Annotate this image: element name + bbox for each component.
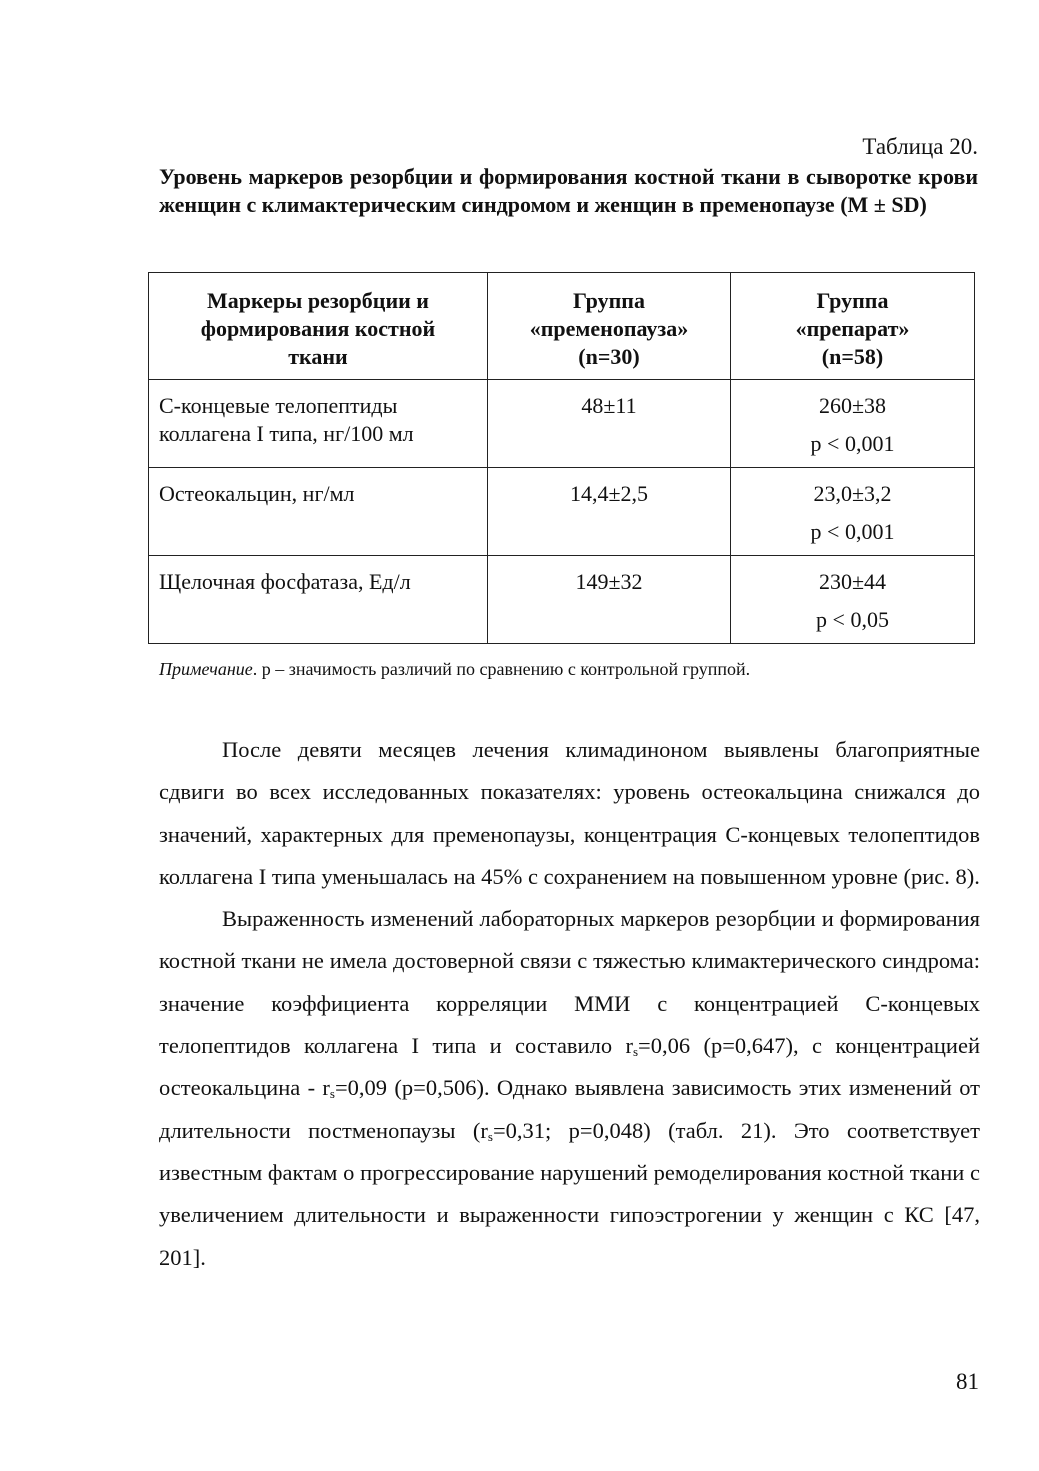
- table-label: Таблица 20.: [862, 134, 978, 159]
- paragraph-2: Выраженность изменений лабораторных маркеров резорбции и формирования костной ткани не имела достоверной связи с тяжестью климактерического синдрома: значение коэффициента корреляции ММИ с концентрацией С-концевых телопептидов коллагена I типа и составило $r_s=0,06$ (p=0,647), с концентрацией остеокальцина - $r_s=0,09$ (p=0,506). Однако выявлена зависимость этих изменений от длительности постменопаузы ($r_s=0,31$; p=0,048) (табл. 21). Это соответствует известным фактам о прогрессирование нарушений ремоделирования костной ткани с увеличением длительности и выраженности гипоэстрогении у женщин с КС [47, 201].: [159, 906, 980, 1270]
- note-label: Примечание: [159, 659, 253, 679]
- marker-cell: С-концевые телопептиды коллагена I типа, нг/100 мл: [149, 380, 488, 468]
- header-drug-group: Группа «препарат» (n=58): [731, 273, 975, 380]
- table-caption: Уровень маркеров резорбции и формирования костной ткани в сыворотке крови женщин с климактерическим синдромом и женщин в пременопаузе (M ± SD): [159, 164, 978, 217]
- drug-value-cell: [731, 556, 975, 644]
- header-premenopause-group: Группа «пременопауза» (n=30): [488, 273, 731, 380]
- note-text: . р – значимость различий по сравнению с контрольной группой.: [252, 659, 751, 679]
- marker-cell: Остеокальцин, нг/мл: [149, 468, 488, 556]
- page-number: 81: [956, 1369, 979, 1394]
- table-header-row: [149, 273, 975, 380]
- paragraph-1: После девяти месяцев лечения климадиноном выявлены благоприятные сдвиги во всех исследованных показателях: уровень остеокальцина снижался до значений, характерных для пременопаузы, концентрация С-концевых телопептидов коллагена I типа уменьшалась на 45% с сохранением на повышенном уровне (рис. 8).: [159, 737, 980, 889]
- premenopause-value: 14,4±2,5: [488, 468, 731, 556]
- p-value: p < 0,001: [810, 519, 895, 544]
- marker-cell: Щелочная фосфатаза, Ед/л: [149, 556, 488, 644]
- header-markers: Маркеры резорбции и формирования костной ткани: [149, 273, 488, 380]
- p-value: p < 0,05: [816, 607, 889, 632]
- body-text: [159, 729, 980, 1279]
- table-row: [149, 468, 975, 556]
- table-row: [149, 380, 975, 468]
- drug-value: 230±44: [818, 569, 887, 594]
- markers-table: [148, 272, 975, 644]
- drug-value: 260±38: [818, 393, 887, 418]
- p-value: p < 0,001: [810, 431, 895, 456]
- premenopause-value: 48±11: [488, 380, 731, 468]
- table-note: [159, 657, 750, 681]
- premenopause-value: 149±32: [488, 556, 731, 644]
- drug-value-cell: [731, 380, 975, 468]
- drug-value: 23,0±3,2: [813, 481, 892, 506]
- table-row: [149, 556, 975, 644]
- drug-value-cell: [731, 468, 975, 556]
